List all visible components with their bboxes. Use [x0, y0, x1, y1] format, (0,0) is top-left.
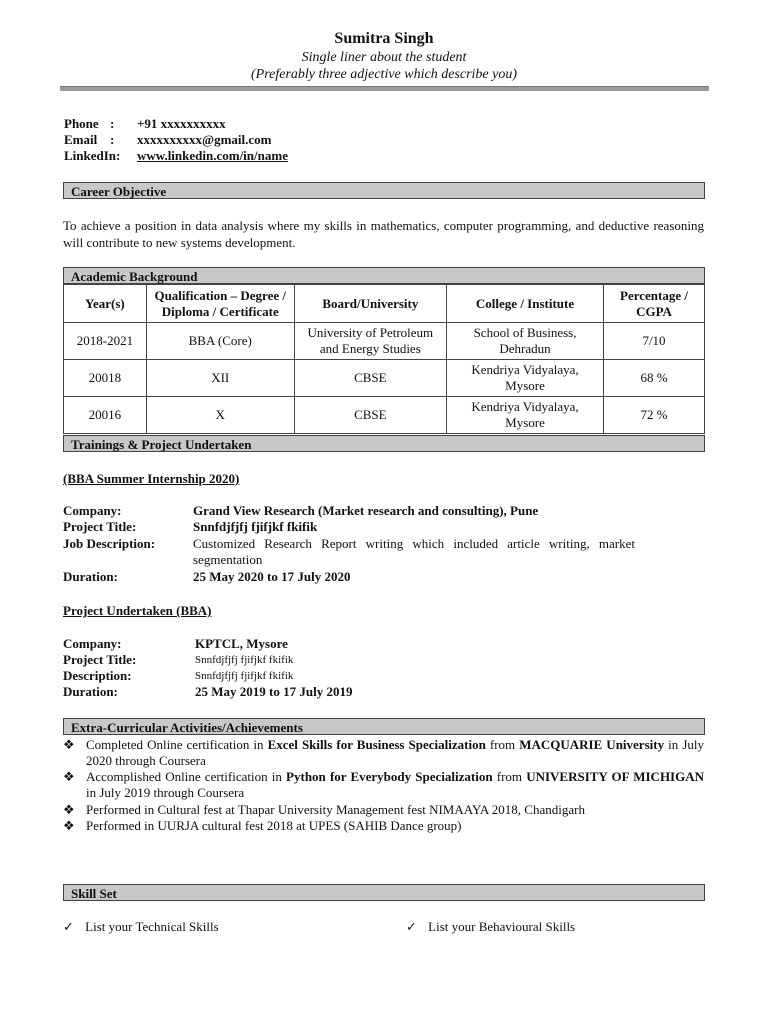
achievement-text — [86, 769, 704, 801]
career-objective-text: To achieve a position in data analysis where my skills in mathematics, computer programming, and deductive reasoning will contribute to new systems development. — [63, 218, 704, 250]
internship-company-row — [0, 503, 768, 519]
col-header-years: Year(s) — [64, 285, 147, 323]
cell-college: Kendriya Vidyalaya, Mysore — [447, 360, 604, 397]
contact-phone — [0, 116, 768, 132]
list-item — [63, 802, 704, 818]
checkmark-icon: ✓ — [63, 919, 74, 934]
cell-qualification: BBA (Core) — [146, 323, 294, 360]
tagline: Single liner about the student — [301, 50, 467, 65]
cell-percentage: 7/10 — [604, 323, 705, 360]
col-header-college: College / Institute — [447, 285, 604, 323]
project-company-label: Company: — [63, 636, 122, 651]
internship-project-value: Snnfdjfjfj fjifjkf fkifik — [193, 519, 318, 534]
candidate-name: Sumitra Singh — [334, 30, 434, 47]
phone-colon: : — [110, 116, 115, 131]
phone-label: Phone — [64, 116, 99, 131]
cell-board: University of Petroleum and Energy Studies — [294, 323, 446, 360]
achievement-institution: UNIVERSITY OF MICHIGAN — [526, 769, 705, 784]
project-title-row — [0, 652, 768, 668]
achievement-text: Performed in UURJA cultural fest 2018 at UPES (SAHIB Dance group) — [86, 818, 462, 833]
internship-desc-label: Job Description: — [63, 536, 156, 551]
contact-email — [0, 132, 768, 148]
internship-title: (BBA Summer Internship 2020) — [63, 471, 240, 486]
career-objective-heading: Career Objective — [63, 182, 705, 199]
diamond-bullet-icon: ❖ — [63, 802, 75, 817]
list-item — [63, 818, 704, 834]
internship-company-label: Company: — [63, 503, 122, 518]
achievement-text-part: Accomplished Online certification in — [86, 769, 287, 784]
cell-year: 20016 — [64, 397, 147, 434]
cell-board: CBSE — [294, 397, 446, 434]
cell-percentage: 68 % — [604, 360, 705, 397]
table-row — [64, 323, 705, 360]
internship-company-value: Grand View Research (Market research and consulting), Pune — [193, 503, 539, 518]
cell-year: 2018-2021 — [64, 323, 147, 360]
academic-table — [63, 284, 705, 434]
internship-duration-label: Duration: — [63, 569, 118, 584]
internship-project-row — [0, 519, 768, 535]
cell-qualification: X — [146, 397, 294, 434]
internship-duration-row — [0, 569, 768, 585]
achievement-course: Python for Everybody Specialization — [286, 769, 493, 784]
cell-year: 20018 — [64, 360, 147, 397]
extra-curricular-heading: Extra-Curricular Activities/Achievements — [63, 718, 705, 735]
diamond-bullet-icon: ❖ — [63, 769, 75, 784]
list-item — [63, 737, 704, 769]
project-desc-label: Description: — [63, 668, 132, 683]
achievement-text-part: in July 2020 through Coursera — [86, 737, 704, 768]
col-header-board: Board/University — [294, 285, 446, 323]
email-label: Email — [64, 132, 98, 147]
academic-background-heading: Academic Background — [63, 267, 705, 284]
project-title-value: Snnfdjfjfj fjifjkf fkifik — [195, 654, 294, 666]
phone-value: +91 xxxxxxxxxx — [137, 116, 226, 131]
achievement-text-part: Completed Online certification in — [86, 737, 268, 752]
cell-qualification: XII — [146, 360, 294, 397]
achievement-text-part: from — [492, 769, 527, 784]
project-desc-row — [0, 668, 768, 684]
project-company-row — [0, 636, 768, 652]
skill-set-heading: Skill Set — [63, 884, 705, 901]
technical-skills-item — [63, 919, 219, 935]
project-duration-label: Duration: — [63, 684, 118, 699]
diamond-bullet-icon: ❖ — [63, 818, 75, 833]
achievement-institution: MACQUARIE University — [519, 737, 665, 752]
cell-college: School of Business, Dehradun — [447, 323, 604, 360]
linkedin-label: LinkedIn: — [64, 148, 121, 163]
project-title-label: Project Title: — [63, 652, 137, 667]
table-row — [64, 360, 705, 397]
project-duration-row — [0, 684, 768, 700]
header-divider — [60, 86, 709, 91]
achievement-text — [86, 737, 704, 769]
behavioural-skills-text: List your Behavioural Skills — [428, 919, 576, 934]
contact-linkedin — [0, 148, 768, 164]
cell-board: CBSE — [294, 360, 446, 397]
achievement-text-part: in July 2019 through Coursera — [86, 785, 245, 800]
email-value[interactable]: xxxxxxxxxx@gmail.com — [137, 132, 272, 147]
internship-desc-value: Customized Research Report writing which included article writing, market segmentation — [193, 536, 635, 567]
table-header-row — [64, 285, 705, 323]
col-header-qualification: Qualification – Degree / Diploma / Certificate — [146, 285, 294, 323]
project-company-value: KPTCL, Mysore — [195, 636, 288, 651]
diamond-bullet-icon: ❖ — [63, 737, 75, 752]
email-colon: : — [110, 132, 115, 147]
linkedin-link[interactable]: www.linkedin.com/in/name — [137, 148, 288, 163]
project-title-heading: Project Undertaken (BBA) — [63, 603, 212, 618]
achievement-course: Excel Skills for Business Specialization — [267, 737, 486, 752]
internship-duration-value: 25 May 2020 to 17 July 2020 — [193, 569, 351, 584]
checkmark-icon: ✓ — [406, 919, 417, 934]
tagline-note: (Preferably three adjective which describe you) — [250, 67, 518, 82]
achievement-text-part: from — [485, 737, 520, 752]
internship-desc-row — [0, 536, 768, 568]
cell-college: Kendriya Vidyalaya, Mysore — [447, 397, 604, 434]
technical-skills-text: List your Technical Skills — [85, 919, 219, 934]
achievement-text: Performed in Cultural fest at Thapar University Management fest NIMAAYA 2018, Chandigarh — [86, 802, 585, 817]
trainings-heading: Trainings & Project Undertaken — [63, 435, 705, 452]
internship-project-label: Project Title: — [63, 519, 137, 534]
behavioural-skills-item — [406, 919, 575, 935]
project-duration-value: 25 May 2019 to 17 July 2019 — [195, 684, 353, 699]
col-header-percentage: Percentage / CGPA — [604, 285, 705, 323]
project-desc-value: Snnfdjfjfj fjifjkf fkifik — [195, 670, 294, 682]
table-row — [64, 397, 705, 434]
cell-percentage: 72 % — [604, 397, 705, 434]
list-item — [63, 769, 704, 801]
